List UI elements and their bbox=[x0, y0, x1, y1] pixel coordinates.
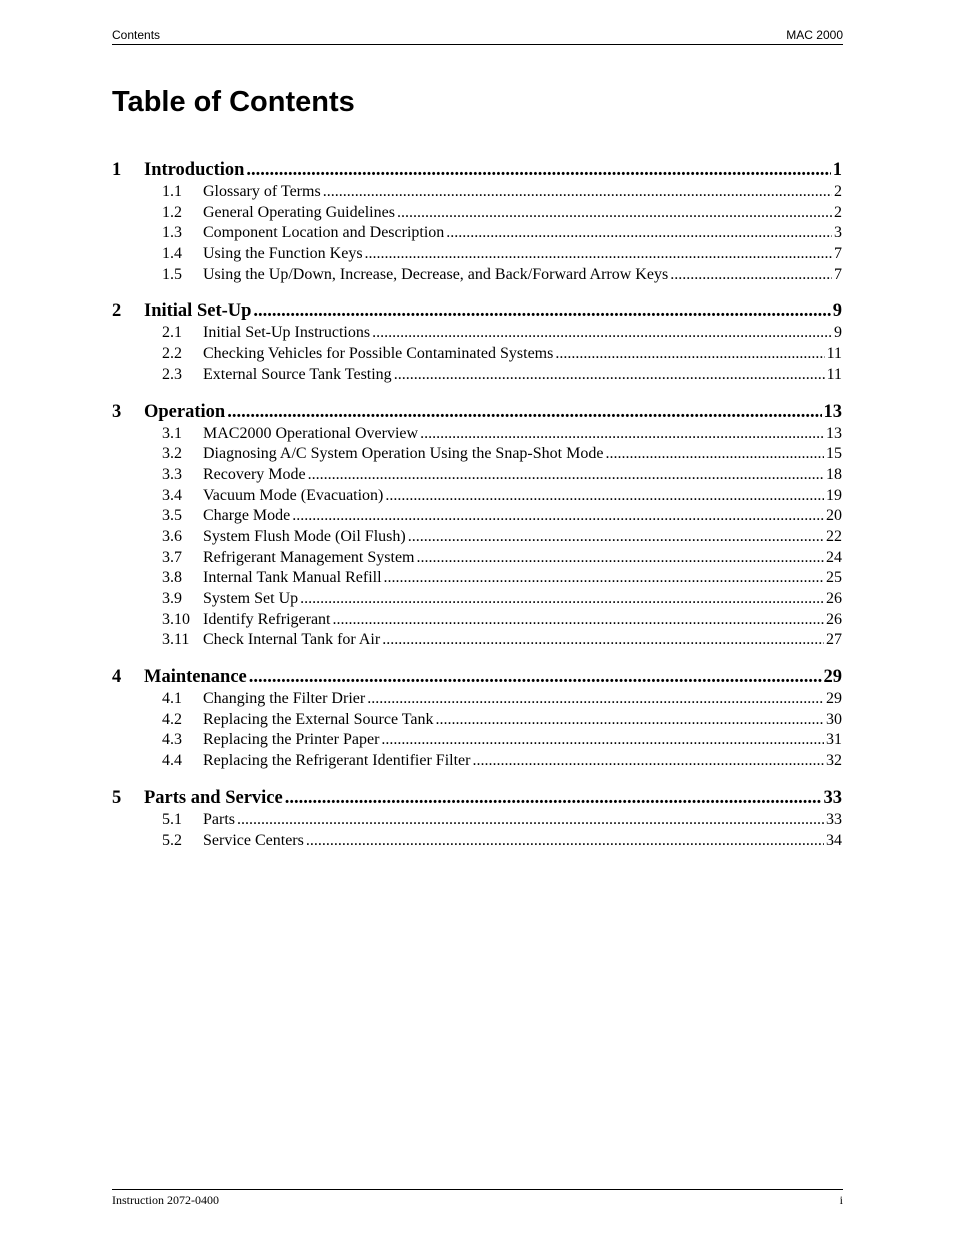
entry-number: 1.4 bbox=[162, 245, 182, 263]
dot-leader bbox=[227, 401, 821, 424]
header-section-label: Contents bbox=[112, 28, 161, 42]
entry-title: Maintenance bbox=[144, 667, 247, 688]
entry-page: 26 bbox=[826, 590, 842, 607]
entry-number: 3.7 bbox=[162, 548, 182, 566]
toc-section bbox=[112, 666, 842, 772]
entry-title: Replacing the Refrigerant Identifier Filter bbox=[203, 752, 471, 770]
entry-title: Vacuum Mode (Evacuation) bbox=[203, 486, 384, 504]
entry-number: 4.2 bbox=[162, 710, 182, 728]
entry-page: 7 bbox=[834, 265, 842, 283]
dot-leader bbox=[436, 710, 824, 731]
toc-subsection-entry[interactable] bbox=[112, 630, 842, 651]
entry-title: Initial Set-Up bbox=[144, 301, 252, 322]
toc-chapter-entry[interactable] bbox=[112, 787, 842, 810]
toc-subsection-entry[interactable] bbox=[112, 203, 842, 224]
entry-page: 26 bbox=[826, 610, 842, 628]
entry-page: 30 bbox=[826, 710, 842, 728]
toc-subsection-entry[interactable] bbox=[112, 424, 842, 445]
entry-number: 1 bbox=[112, 160, 122, 180]
entry-number: 1.5 bbox=[162, 265, 182, 283]
entry-number: 3.3 bbox=[162, 465, 182, 483]
toc-subsection-entry[interactable] bbox=[112, 730, 842, 751]
toc-subsection-entry[interactable] bbox=[112, 527, 842, 548]
toc-subsection-entry[interactable] bbox=[112, 244, 842, 265]
page-footer bbox=[112, 1189, 843, 1207]
toc-chapter-entry[interactable] bbox=[112, 666, 842, 689]
dot-leader bbox=[292, 506, 824, 527]
toc-section bbox=[112, 787, 842, 851]
dot-leader bbox=[385, 486, 824, 507]
dot-leader bbox=[670, 265, 832, 286]
dot-leader bbox=[382, 630, 824, 651]
dot-leader bbox=[381, 730, 824, 751]
entry-page: 11 bbox=[826, 365, 842, 383]
entry-title: Replacing the External Source Tank bbox=[203, 710, 434, 728]
dot-leader bbox=[472, 751, 824, 772]
dot-leader bbox=[417, 548, 825, 569]
entry-title: System Set Up bbox=[203, 590, 299, 607]
entry-title: Recovery Mode bbox=[203, 465, 306, 483]
toc-section bbox=[112, 300, 842, 385]
header-product-name: MAC 2000 bbox=[786, 28, 843, 42]
footer-page-number: i bbox=[839, 1193, 843, 1207]
entry-page: 11 bbox=[826, 345, 842, 363]
entry-number: 1.1 bbox=[162, 183, 182, 200]
dot-leader bbox=[605, 444, 824, 465]
entry-page: 20 bbox=[826, 507, 842, 525]
entry-number: 2.1 bbox=[162, 324, 182, 342]
toc-subsection-entry[interactable] bbox=[112, 265, 842, 286]
entry-page: 7 bbox=[834, 245, 842, 263]
entry-number: 3.8 bbox=[162, 569, 182, 587]
entry-number: 3.4 bbox=[162, 486, 182, 504]
entry-number: 3.11 bbox=[162, 631, 190, 649]
entry-page: 18 bbox=[826, 465, 842, 483]
entry-number: 2.3 bbox=[162, 365, 182, 383]
entry-number: 4.4 bbox=[162, 752, 182, 770]
entry-title: Changing the Filter Drier bbox=[203, 690, 366, 708]
dot-leader bbox=[384, 568, 824, 589]
toc-subsection-entry[interactable] bbox=[112, 610, 842, 631]
toc-subsection-entry[interactable] bbox=[112, 689, 842, 710]
dot-leader bbox=[308, 465, 824, 486]
toc-subsection-entry[interactable] bbox=[112, 444, 842, 465]
entry-page: 25 bbox=[826, 569, 842, 587]
entry-title: Service Centers bbox=[203, 831, 304, 849]
entry-title: Parts and Service bbox=[144, 787, 283, 808]
entry-title: MAC2000 Operational Overview bbox=[203, 424, 419, 442]
dot-leader bbox=[367, 689, 824, 710]
entry-page: 29 bbox=[823, 667, 842, 688]
entry-page: 2 bbox=[834, 183, 842, 200]
toc-subsection-entry[interactable] bbox=[112, 751, 842, 772]
toc-subsection-entry[interactable] bbox=[112, 710, 842, 731]
table-of-contents bbox=[112, 159, 842, 866]
entry-page: 33 bbox=[823, 787, 842, 808]
entry-number: 4 bbox=[112, 667, 122, 688]
toc-chapter-entry[interactable] bbox=[112, 401, 842, 424]
entry-title: Replacing the Printer Paper bbox=[203, 731, 380, 749]
entry-number: 3.1 bbox=[162, 424, 182, 442]
dot-leader bbox=[555, 344, 824, 365]
entry-page: 33 bbox=[826, 810, 842, 828]
entry-page: 9 bbox=[832, 301, 842, 322]
entry-title: Using the Up/Down, Increase, Decrease, and Back/Forward Arrow Keys bbox=[203, 265, 669, 283]
toc-subsection-entry[interactable] bbox=[112, 568, 842, 589]
entry-page: 9 bbox=[834, 324, 842, 342]
dot-leader bbox=[333, 610, 825, 631]
entry-number: 5 bbox=[112, 787, 122, 808]
dot-leader bbox=[323, 182, 832, 203]
entry-title: Identify Refrigerant bbox=[203, 610, 331, 628]
toc-subsection-entry[interactable] bbox=[112, 810, 842, 831]
toc-subsection-entry[interactable] bbox=[112, 465, 842, 486]
dot-leader bbox=[300, 589, 824, 610]
entry-page: 1 bbox=[832, 160, 842, 180]
entry-page: 32 bbox=[826, 752, 842, 770]
toc-subsection-entry[interactable] bbox=[112, 589, 842, 610]
entry-number: 4.3 bbox=[162, 731, 182, 749]
dot-leader bbox=[365, 244, 832, 265]
toc-section bbox=[112, 159, 842, 285]
entry-page: 2 bbox=[834, 203, 842, 221]
dot-leader bbox=[249, 666, 822, 689]
dot-leader bbox=[246, 159, 830, 182]
entry-number: 3.6 bbox=[162, 527, 182, 545]
entry-title: Using the Function Keys bbox=[203, 245, 363, 263]
entry-title: External Source Tank Testing bbox=[203, 365, 392, 383]
entry-page: 34 bbox=[826, 831, 842, 849]
entry-title: Operation bbox=[144, 401, 226, 422]
entry-title: Initial Set-Up Instructions bbox=[203, 324, 371, 342]
entry-number: 3.9 bbox=[162, 590, 182, 607]
entry-page: 13 bbox=[823, 401, 842, 422]
entry-number: 3.10 bbox=[162, 610, 190, 628]
entry-title: Parts bbox=[203, 810, 235, 828]
toc-section bbox=[112, 401, 842, 652]
dot-leader bbox=[285, 787, 822, 810]
entry-page: 22 bbox=[826, 527, 842, 545]
entry-page: 19 bbox=[826, 486, 842, 504]
toc-chapter-entry[interactable] bbox=[112, 300, 842, 323]
dot-leader bbox=[394, 365, 825, 386]
entry-number: 2 bbox=[112, 301, 122, 322]
page-header bbox=[112, 26, 843, 45]
footer-document-id: Instruction 2072-0400 bbox=[112, 1193, 219, 1207]
entry-title: Refrigerant Management System bbox=[203, 548, 415, 566]
toc-subsection-entry[interactable] bbox=[112, 548, 842, 569]
entry-title: Introduction bbox=[144, 160, 245, 180]
dot-leader bbox=[237, 810, 824, 831]
entry-page: 24 bbox=[826, 548, 842, 566]
toc-subsection-entry[interactable] bbox=[112, 323, 842, 344]
entry-number: 1.3 bbox=[162, 224, 182, 242]
entry-title: Charge Mode bbox=[203, 507, 291, 525]
entry-title: General Operating Guidelines bbox=[203, 203, 395, 221]
entry-number: 3 bbox=[112, 401, 122, 422]
dot-leader bbox=[420, 424, 824, 445]
toc-subsection-entry[interactable] bbox=[112, 506, 842, 527]
dot-leader bbox=[253, 300, 830, 323]
entry-number: 2.2 bbox=[162, 345, 182, 363]
entry-number: 1.2 bbox=[162, 203, 182, 221]
dot-leader bbox=[408, 527, 824, 548]
entry-number: 3.2 bbox=[162, 445, 182, 463]
page-title: Table of Contents bbox=[112, 86, 355, 118]
dot-leader bbox=[372, 323, 832, 344]
toc-subsection-entry[interactable] bbox=[112, 486, 842, 507]
toc-subsection-entry[interactable] bbox=[112, 344, 842, 365]
entry-title: Component Location and Description bbox=[203, 224, 445, 242]
entry-page: 3 bbox=[834, 224, 842, 242]
entry-page: 27 bbox=[826, 631, 842, 649]
entry-number: 5.1 bbox=[162, 810, 182, 828]
entry-number: 5.2 bbox=[162, 831, 182, 849]
dot-leader bbox=[397, 203, 832, 224]
entry-number: 4.1 bbox=[162, 690, 182, 708]
entry-title: Diagnosing A/C System Operation Using the Snap-Shot Mode bbox=[203, 445, 604, 463]
toc-chapter-entry[interactable] bbox=[112, 159, 842, 182]
entry-page: 13 bbox=[826, 424, 842, 442]
entry-title: Checking Vehicles for Possible Contaminated Systems bbox=[203, 345, 554, 363]
toc-subsection-entry[interactable] bbox=[112, 182, 842, 203]
toc-subsection-entry[interactable] bbox=[112, 223, 842, 244]
entry-number: 3.5 bbox=[162, 507, 182, 525]
entry-title: Internal Tank Manual Refill bbox=[203, 569, 382, 587]
toc-subsection-entry[interactable] bbox=[112, 831, 842, 852]
dot-leader bbox=[306, 831, 824, 852]
entry-title: Glossary of Terms bbox=[203, 183, 321, 200]
entry-page: 31 bbox=[826, 731, 842, 749]
entry-title: System Flush Mode (Oil Flush) bbox=[203, 527, 406, 545]
entry-title: Check Internal Tank for Air bbox=[203, 631, 381, 649]
toc-subsection-entry[interactable] bbox=[112, 365, 842, 386]
entry-page: 15 bbox=[826, 445, 842, 463]
entry-page: 29 bbox=[826, 690, 842, 708]
dot-leader bbox=[446, 223, 832, 244]
